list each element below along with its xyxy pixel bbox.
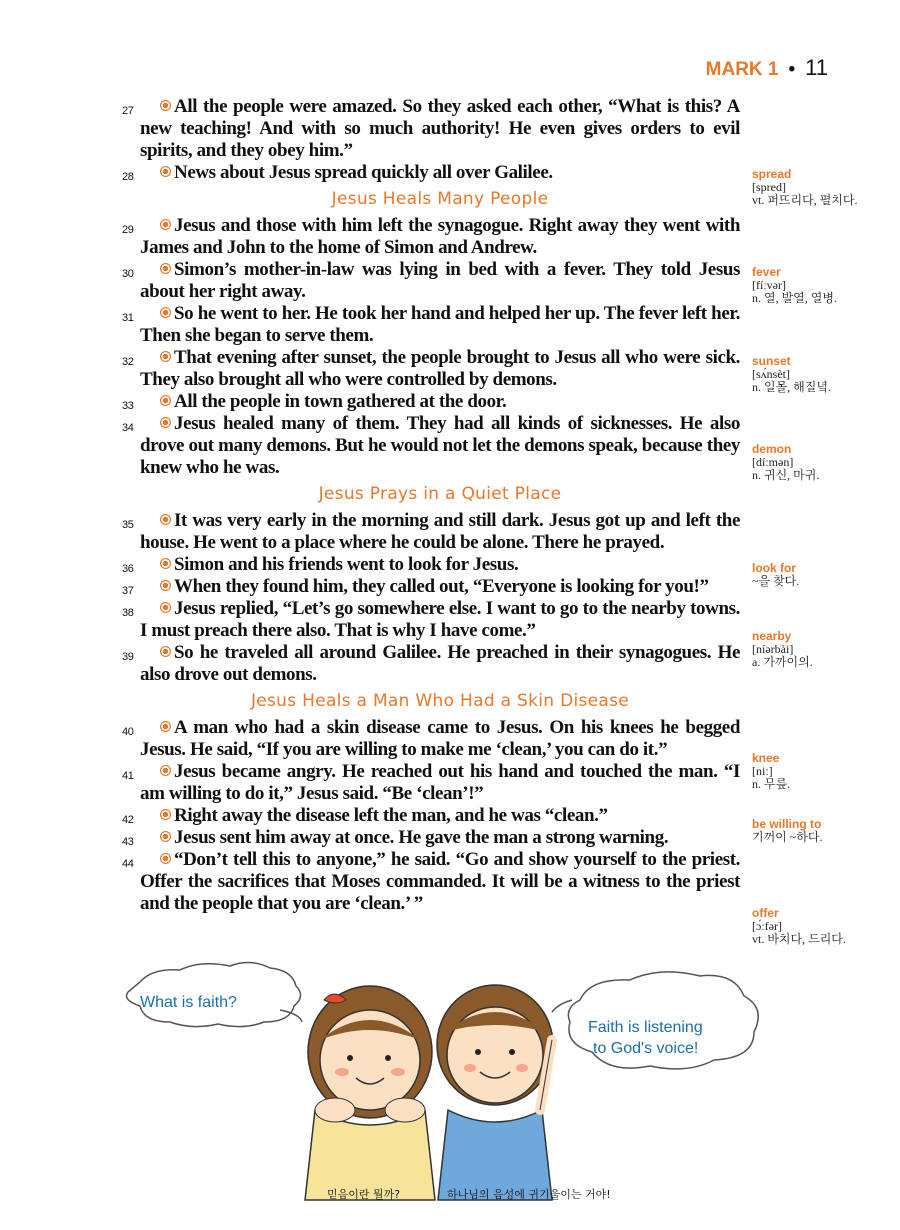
glossary-term: offer [752,906,779,920]
audio-dot-icon [160,514,171,525]
verse-41 [122,761,740,805]
verse-33 [122,391,740,413]
verse-number: 34 [122,422,134,434]
audio-dot-icon [160,853,171,864]
verse-40 [122,717,740,761]
verse-42 [122,805,740,827]
glossary-meaning: ~을 찾다. [752,574,800,588]
audio-dot-icon [160,307,171,318]
verse-number: 36 [122,563,134,575]
verse-number: 44 [122,858,134,870]
audio-dot-icon [160,100,171,111]
audio-dot-icon [160,166,171,177]
glossary-meaning: n. 열, 발열, 열병. [752,291,837,305]
verse-44 [122,849,740,915]
girl-figure [305,986,435,1200]
page-header [706,55,828,81]
glossary-meaning: 기꺼이 ~하다. [752,830,823,844]
verse-text: When they found him, they called out, “Everyone is looking for you!” [174,576,709,597]
glossary-meaning: vt. 바치다, 드리다. [752,932,846,946]
verse-text: Jesus sent him away at once. He gave the man a strong warning. [174,827,669,848]
verse-number: 40 [122,726,134,738]
verse-number: 39 [122,651,134,663]
section-heading: Jesus Heals Many People [331,189,549,209]
verse-text: Right away the disease left the man, and he was “clean.” [174,805,608,826]
audio-dot-icon [160,602,171,613]
glossary-meaning: n. 무릎. [752,777,791,791]
audio-dot-icon [160,417,171,428]
verse-37 [122,576,740,598]
audio-dot-icon [160,646,171,657]
verse-number: 29 [122,224,134,236]
verse-28 [122,162,740,184]
audio-dot-icon [160,765,171,776]
glossary-meaning: n. 일몰, 해질녘. [752,380,831,394]
boy-caption: 하나님의 음성에 귀기울이는 거야! [447,1188,611,1201]
verse-number: 33 [122,400,134,412]
audio-dot-icon [160,721,171,732]
glossary-pronunciation: [sʌ́nsèt] [752,367,790,381]
verse-27 [122,96,740,162]
glossary-meaning: a. 가까이의. [752,655,813,669]
page-number: 11 [805,55,828,80]
glossary-pronunciation: [díːmən] [752,455,794,469]
glossary-demon [752,443,862,482]
verse-text: Simon and his friends went to look for Jesus. [174,554,519,575]
glossary-term: knee [752,751,780,765]
verse-text: Jesus became angry. He reached out his hand and touched the man. “I am willing to do it,” Jesus said. “Be ‘clean’!” [140,761,740,804]
girl-caption: 믿음이란 뭘까? [327,1188,401,1201]
verse-text: A man who had a skin disease came to Jesus. On his knees he begged Jesus. He said, “If you are willing to make me ‘clean,’ you can do it.” [140,717,740,760]
verse-number: 30 [122,268,134,280]
glossary-spread [752,168,862,207]
glossary-pronunciation: [spred] [752,180,786,194]
book-title: MARK 1 [705,59,779,80]
glossary-term: nearby [752,629,792,643]
verse-number: 41 [122,770,134,782]
glossary-term: spread [752,167,792,181]
verse-number: 42 [122,814,134,826]
verse-43 [122,827,740,849]
glossary-pronunciation: [niː] [752,764,773,778]
audio-dot-icon [160,219,171,230]
verse-32 [122,347,740,391]
glossary-pronunciation: [níərbài] [752,642,794,656]
glossary-meaning: n. 귀신, 마귀. [752,468,820,482]
verse-number: 43 [122,836,134,848]
glossary-term: be willing to [752,817,822,831]
glossary-sunset [752,355,862,394]
glossary-knee [752,752,862,791]
girl-bubble-text: What is faith? [140,994,237,1011]
verse-text: Simon’s mother-in-law was lying in bed with a fever. They told Jesus about her right away. [140,259,740,302]
verse-34 [122,413,740,479]
glossary-term: fever [752,265,781,279]
audio-dot-icon [160,263,171,274]
cartoon-illustration [110,960,790,1210]
glossary-fever [752,266,862,305]
glossary-term: look for [752,561,796,575]
boy-speech-bubble [552,972,758,1069]
verse-35 [122,510,740,554]
glossary-term: sunset [752,354,791,368]
verse-number: 31 [122,312,134,324]
verse-31 [122,303,740,347]
glossary-be-willing-to [752,818,862,844]
verse-text: That evening after sunset, the people brought to Jesus all who were sick. They also brought all who were controlled by demons. [140,347,740,390]
verse-39 [122,642,740,686]
glossary-meaning: vt. 퍼뜨리다, 펼치다. [752,193,858,207]
verse-text: “Don’t tell this to anyone,” he said. “Go and show yourself to the priest. Offer the sacrifices that Moses commanded. It will be a witness to the priest and the people that you are ‘clean.’ ” [140,849,740,914]
verse-number: 35 [122,519,134,531]
glossary-look-for [752,562,862,588]
audio-dot-icon [160,351,171,362]
verse-text: All the people in town gathered at the door. [174,391,507,412]
audio-dot-icon [160,831,171,842]
glossary-pronunciation: [ɔ́ːfər] [752,919,782,933]
section-heading: Jesus Heals a Man Who Had a Skin Disease [250,691,630,711]
verse-30 [122,259,740,303]
verse-text: It was very early in the morning and still dark. Jesus got up and left the house. He went to a place where he could be alone. There he prayed. [140,510,740,553]
verse-text: So he went to her. He took her hand and helped her up. The fever left her. Then she began to serve them. [140,303,740,346]
verse-text: Jesus healed many of them. They had all kinds of sicknesses. He also drove out many demons. But he would not let the demons speak, because they knew who he was. [140,413,740,478]
section-heading: Jesus Prays in a Quiet Place [318,484,562,504]
verse-text: News about Jesus spread quickly all over Galilee. [174,162,553,183]
verse-36 [122,554,740,576]
verse-number: 32 [122,356,134,368]
header-separator: • [788,59,796,80]
verse-number: 27 [122,105,134,117]
audio-dot-icon [160,395,171,406]
glossary-offer [752,907,862,946]
verse-text: Jesus replied, “Let’s go somewhere else. I want to go to the nearby towns. I must preach there also. That is why I have come.” [140,598,740,641]
verse-29 [122,215,740,259]
boy-bubble-text-line2: to God's voice! [593,1040,699,1057]
glossary-nearby [752,630,862,669]
boy-bubble-text-line1: Faith is listening [588,1019,703,1036]
audio-dot-icon [160,558,171,569]
verse-number: 28 [122,171,134,183]
glossary-term: demon [752,442,792,456]
verse-number: 37 [122,585,134,597]
glossary-pronunciation: [fíːvər] [752,278,786,292]
verse-number: 38 [122,607,134,619]
verse-38 [122,598,740,642]
audio-dot-icon [160,580,171,591]
audio-dot-icon [160,809,171,820]
verse-text: All the people were amazed. So they asked each other, “What is this? A new teaching! And with so much authority! He even gives orders to evil spirits, and they obey him.” [140,96,740,161]
verse-text: Jesus and those with him left the synagogue. Right away they went with James and John to the home of Simon and Andrew. [140,215,740,258]
verse-text: So he traveled all around Galilee. He preached in their synagogues. He also drove out demons. [140,642,740,685]
girl-speech-bubble [127,962,303,1026]
scripture-text [122,96,740,915]
boy-figure [437,985,553,1200]
